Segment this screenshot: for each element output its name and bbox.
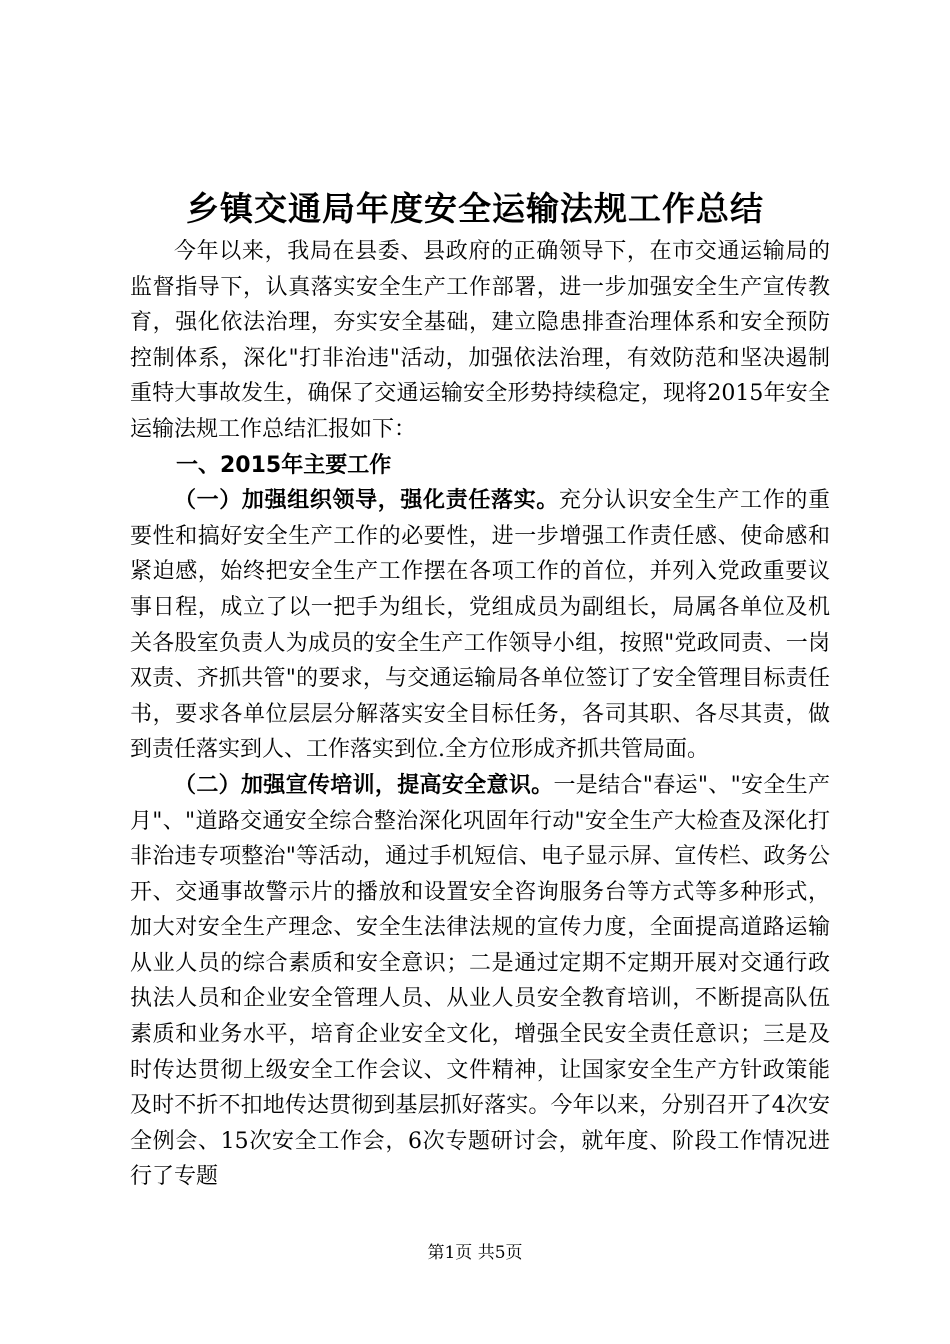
- item1-paragraph: [130, 483, 830, 768]
- document-body: [130, 234, 830, 1195]
- item2-text: 一是结合"春运"、"安全生产月"、"道路交通安全综合整治深化巩固年行动"安全生产大检查及深化打非治违专项整治"等活动，通过手机短信、电子显示屏、宣传栏、政务公开、交通事故警示片的播放和设置安全咨询服务台等方式等多种形式，加大对安全生产理念、安全生法律法规的宣传力度，全面提高道路运输从业人员的综合素质和安全意识；二是通过定期不定期开展对交通行政执法人员和企业安全管理人员、从业人员安全教育培训，不断提高队伍素质和业务水平，培育企业安全文化，增强全民安全责任意识；三是及时传达贯彻上级安全工作会议、文件精神，让国家安全生产方针政策能及时不折不扣地传达贯彻到基层抓好落实。今年以来，分别召开了4次安全例会、15次安全工作会，6次专题研讨会，就年度、阶段工作情况进行了专题: [130, 772, 830, 1190]
- intro-paragraph: 今年以来，我局在县委、县政府的正确领导下，在市交通运输局的监督指导下，认真落实安全生产工作部署，进一步加强安全生产宣传教育，强化依法治理，夯实安全基础，建立隐患排查治理体系和安全预防控制体系，深化"打非治违"活动，加强依法治理，有效防范和坚决遏制重特大事故发生，确保了交通运输安全形势持续稳定，现将2015年安全运输法规工作总结汇报如下：: [130, 239, 830, 442]
- section-heading: 一、2015年主要工作: [176, 452, 392, 478]
- item2-lead: （二）加强宣传培训，提高安全意识。: [174, 772, 554, 798]
- document-title: 乡镇交通局年度安全运输法规工作总结: [186, 189, 764, 228]
- item1-lead: （一）加强组织领导，强化责任落实。: [174, 488, 559, 514]
- item1-text: 充分认识安全生产工作的重要性和搞好安全生产工作的必要性，进一步增强工作责任感、使命感和紧迫感，始终把安全生产工作摆在各项工作的首位，并列入党政重要议事日程，成立了以一把手为组长，党组成员为副组长，局属各单位及机关各股室负责人为成员的安全生产工作领导小组，按照"党政同责、一岗双责、齐抓共管"的要求，与交通运输局各单位签订了安全管理目标责任书，要求各单位层层分解落实安全目标任务，各司其职、各尽其责，做到责任落实到人、工作落实到位.全方位形成齐抓共管局面。: [130, 488, 830, 763]
- page-number: 第1页 共5页: [427, 1243, 523, 1263]
- item2-paragraph: [130, 768, 830, 1195]
